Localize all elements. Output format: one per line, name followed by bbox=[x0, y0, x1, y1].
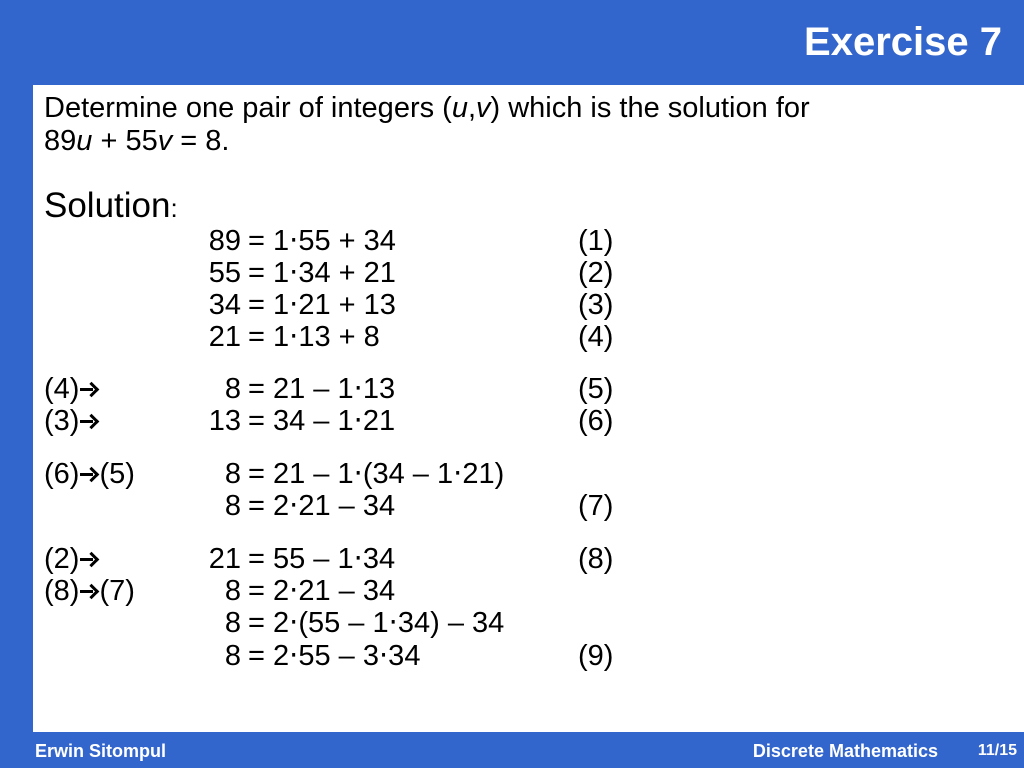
right-arrow-icon bbox=[80, 582, 99, 602]
solution-colon: : bbox=[170, 193, 178, 223]
equation-number: (9) bbox=[578, 640, 614, 672]
equation-coef-a: 89 bbox=[44, 125, 77, 157]
equation-lhs: 8 bbox=[224, 575, 241, 607]
variable-u: u bbox=[451, 92, 468, 124]
equation-number: (4) bbox=[578, 321, 614, 353]
equation-rhs: = 34 – 1⋅21 bbox=[248, 405, 396, 437]
step-reference bbox=[44, 405, 99, 437]
right-arrow-icon bbox=[80, 412, 99, 432]
comma: , bbox=[467, 92, 477, 124]
equation-u: u bbox=[76, 125, 93, 157]
equation-lhs: 55 bbox=[208, 257, 241, 289]
equation-lhs: 13 bbox=[208, 405, 241, 437]
solution-heading bbox=[44, 186, 178, 228]
equation-mid: + 55 bbox=[92, 125, 158, 157]
footer-course: Discrete Mathematics bbox=[752, 741, 938, 761]
right-arrow-icon bbox=[80, 380, 99, 400]
variable-v: v bbox=[476, 92, 491, 124]
equation-lhs: 8 bbox=[224, 640, 241, 672]
footer-author: Erwin Sitompul bbox=[35, 741, 167, 761]
step-reference bbox=[44, 373, 99, 405]
step-reference-from: (6) bbox=[44, 458, 80, 490]
equation-rhs: = 1⋅21 + 13 bbox=[248, 289, 396, 321]
equation-lhs: 21 bbox=[208, 543, 241, 575]
equation-lhs: 8 bbox=[224, 607, 241, 639]
equation-lhs: 8 bbox=[224, 458, 241, 490]
equation-rhs: = 21 – 1⋅(34 – 1⋅21) bbox=[248, 458, 505, 490]
problem-text: Determine one pair of integers ( bbox=[44, 92, 452, 124]
step-reference-from: (2) bbox=[44, 543, 80, 575]
equation-v: v bbox=[157, 125, 173, 157]
step-reference-to: (7) bbox=[99, 575, 135, 607]
equation-rhs: = 55 – 1⋅34 bbox=[248, 543, 396, 575]
equation-number: (1) bbox=[578, 225, 614, 257]
equation-rhs: = 1⋅13 + 8 bbox=[248, 321, 380, 353]
equation-number: (6) bbox=[578, 405, 614, 437]
problem-statement bbox=[44, 92, 984, 158]
equation-lhs: 8 bbox=[224, 373, 241, 405]
page-number: 11/15 bbox=[977, 742, 1017, 759]
step-reference-from: (3) bbox=[44, 405, 80, 437]
equation-rhs: = 1⋅34 + 21 bbox=[248, 257, 396, 289]
equation-lhs: 34 bbox=[208, 289, 241, 321]
step-reference bbox=[44, 458, 135, 490]
equation-number: (5) bbox=[578, 373, 614, 405]
equation-lhs: 8 bbox=[224, 490, 241, 522]
solution-label: Solution bbox=[44, 186, 171, 225]
equation-number: (8) bbox=[578, 543, 614, 575]
slide-content bbox=[33, 85, 1024, 732]
step-reference-to: (5) bbox=[99, 458, 135, 490]
equation-number: (7) bbox=[578, 490, 614, 522]
slide-title: Exercise 7 bbox=[804, 20, 1002, 64]
step-reference bbox=[44, 543, 99, 575]
equation-rhs: = 1⋅55 + 34 bbox=[248, 225, 396, 257]
step-reference-from: (8) bbox=[44, 575, 80, 607]
footer bbox=[0, 735, 1024, 768]
equation-rhs: = 2⋅(55 – 1⋅34) – 34 bbox=[248, 607, 505, 639]
equation-rhs: = 2⋅21 – 34 bbox=[248, 575, 396, 607]
step-reference-from: (4) bbox=[44, 373, 80, 405]
equation-number: (3) bbox=[578, 289, 614, 321]
equation-rhs: = 21 – 1⋅13 bbox=[248, 373, 396, 405]
equation-rhs: = 2⋅21 – 34 bbox=[248, 490, 396, 522]
equation-end: = 8. bbox=[172, 125, 230, 157]
equation-lhs: 89 bbox=[208, 225, 241, 257]
right-arrow-icon bbox=[80, 550, 99, 570]
right-arrow-icon bbox=[80, 465, 99, 485]
equation-lhs: 21 bbox=[208, 321, 241, 353]
equation-rhs: = 2⋅55 – 3⋅34 bbox=[248, 640, 421, 672]
equation-number: (2) bbox=[578, 257, 614, 289]
problem-text-end: ) which is the solution for bbox=[490, 92, 810, 124]
step-reference bbox=[44, 575, 135, 607]
